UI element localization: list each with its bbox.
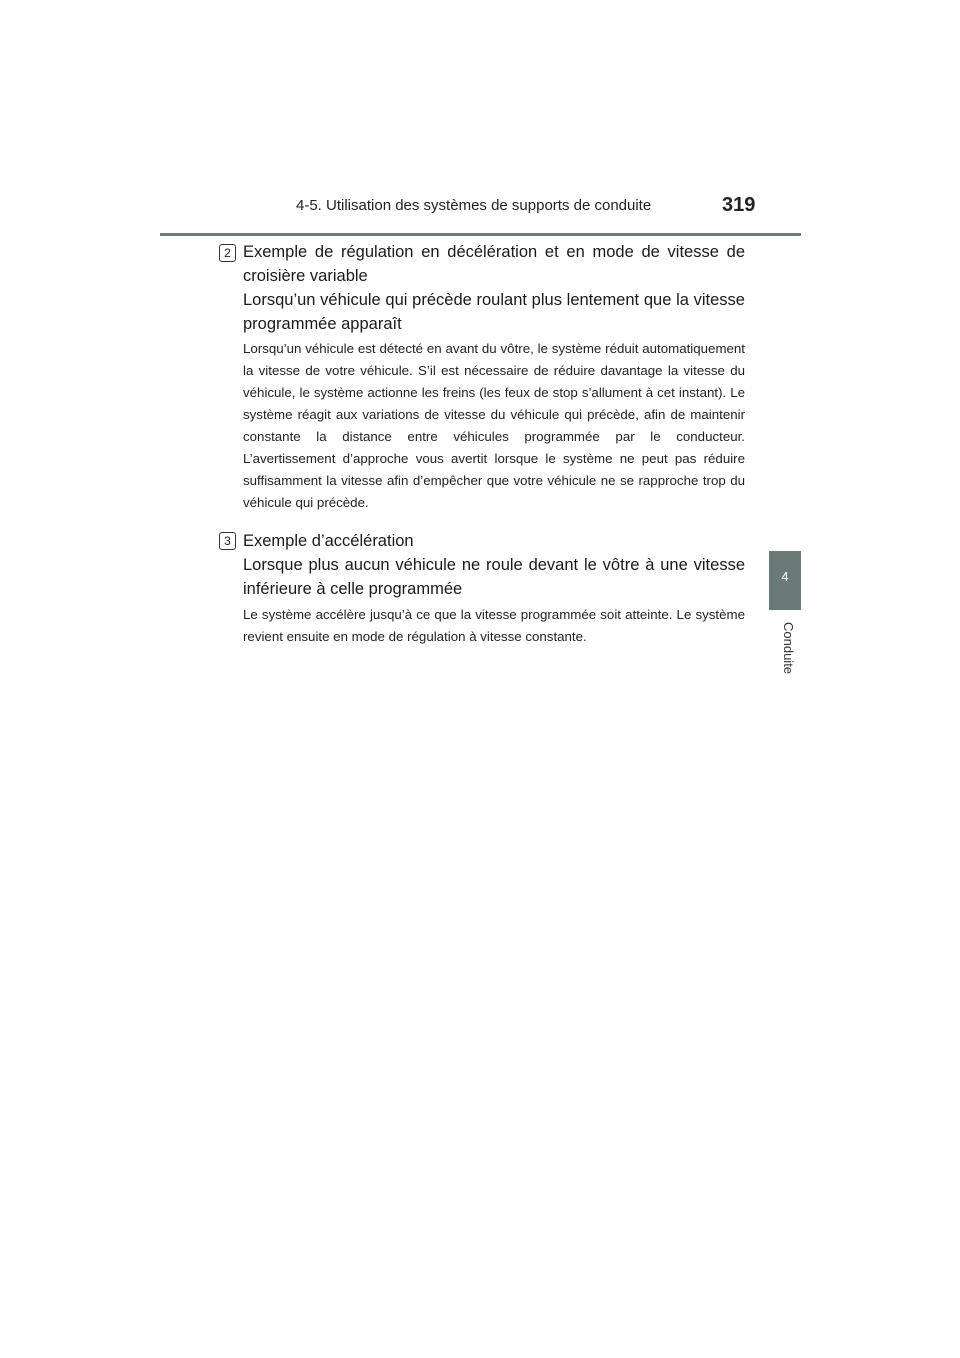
step-3-body: Le système accélère jusqu’à ce que la vitesse programmée soit atteinte. Le système revient ensuite en mode de régulation à vitesse constante.	[243, 607, 745, 644]
section-title: 4-5. Utilisation des systèmes de supports de conduite	[296, 197, 652, 214]
step-3-heading-line1: Exemple d’accélération	[243, 532, 414, 550]
step-3-heading	[243, 529, 745, 601]
step-2-heading-line2: Lorsqu’un véhicule qui précède roulant plus lentement que la vitesse programmée apparaît	[243, 291, 745, 333]
step-2-body: Lorsqu’un véhicule est détecté en avant du vôtre, le système réduit automatiquement la vitesse de votre véhicule. S’il est nécessaire de réduire davantage la vitesse du véhicule, le système actionne les freins (les feux de stop s’allument à cet instant). Le système réagit aux variations de vitesse du véhicule qui précède, afin de maintenir constante la distance entre véhicules programmée par le conducteur. L’avertissement d’approche vous avertit lorsque le système ne peut pas réduire suffisamment la vitesse afin d’empêcher que votre véhicule ne se rapproche trop du véhicule qui précède.	[243, 341, 745, 510]
step-2-heading-line1: Exemple de régulation en décélération et en mode de vitesse de croisière variable	[243, 243, 745, 285]
step-2-icon: 2	[219, 244, 236, 262]
chapter-number: 4	[781, 569, 789, 584]
step-2-heading	[243, 240, 745, 336]
step-3-icon: 3	[219, 532, 236, 550]
step-3-heading-line2: Lorsque plus aucun véhicule ne roule devant le vôtre à une vitesse inférieure à celle programmée	[243, 556, 745, 598]
chapter-tab	[769, 551, 801, 610]
page-number: 319	[722, 194, 756, 216]
chapter-label: Conduite	[781, 621, 796, 675]
header-divider	[160, 233, 801, 236]
